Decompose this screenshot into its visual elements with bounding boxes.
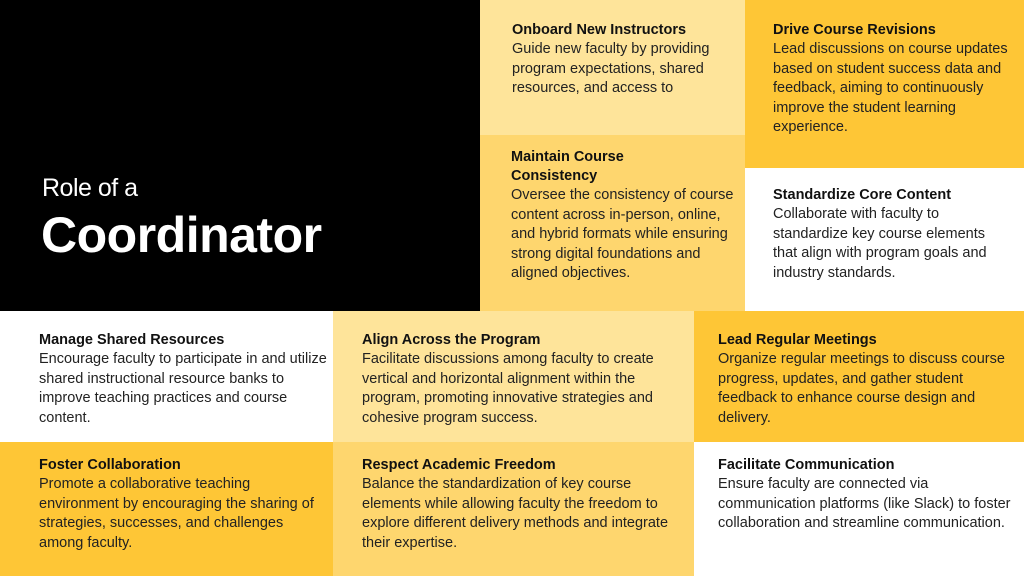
- card-foster-collaboration: [0, 442, 333, 576]
- card-body: Oversee the consistency of course content across in-person, online, and hybrid formats while ensuring strong digital foundations and aligned objectives.: [511, 187, 734, 281]
- card-body: Balance the standardization of key course elements while allowing faculty the freedom to explore different delivery methods and integrate their expertise.: [362, 476, 669, 551]
- card-facilitate-communication: [694, 442, 1024, 576]
- card-title: Foster Collaboration: [39, 457, 181, 473]
- hero-panel: [0, 0, 480, 311]
- card-title: Lead Regular Meetings: [718, 332, 877, 348]
- card-body: Facilitate discussions among faculty to create vertical and horizontal alignment within the program, promoting innovative strategies and cohesive program success.: [362, 351, 654, 426]
- card-title: Respect Academic Freedom: [362, 457, 556, 473]
- card-align-across-the-program: [333, 311, 694, 442]
- card-body: Organize regular meetings to discuss course progress, updates, and gather student feedback to enhance course design and delivery.: [718, 351, 1005, 426]
- card-body: Guide new faculty by providing program expectations, shared resources, and access to: [512, 41, 710, 96]
- card-respect-academic-freedom: [333, 442, 694, 576]
- card-body: Encourage faculty to participate in and utilize shared instructional resource banks to improve teaching practices and course content.: [39, 351, 327, 426]
- card-manage-shared-resources: [0, 311, 333, 442]
- card-body: Collaborate with faculty to standardize key course elements that align with program goals and industry standards.: [773, 206, 987, 281]
- card-title: Drive Course Revisions: [773, 22, 936, 38]
- card-title: Manage Shared Resources: [39, 332, 225, 348]
- card-body: Promote a collaborative teaching environment by encouraging the sharing of strategies, successes, and challenges among faculty.: [39, 476, 314, 551]
- card-standardize-core-content: [745, 168, 1024, 311]
- card-onboard-new-instructors: [480, 0, 745, 135]
- card-maintain-course-consistency: [480, 135, 745, 311]
- card-title: Maintain Course Consistency: [511, 149, 624, 184]
- card-title: Facilitate Communication: [718, 457, 895, 473]
- card-body: Ensure faculty are connected via communication platforms (like Slack) to foster collaboration and streamline communication.: [718, 476, 1011, 531]
- hero-subtitle: Role of a: [42, 174, 138, 202]
- card-title: Standardize Core Content: [773, 187, 952, 203]
- card-drive-course-revisions: [745, 0, 1024, 168]
- hero-title: Coordinator: [41, 207, 322, 263]
- card-title: Align Across the Program: [362, 332, 541, 348]
- card-title: Onboard New Instructors: [512, 22, 687, 38]
- card-lead-regular-meetings: [694, 311, 1024, 442]
- card-body: Lead discussions on course updates based on student success data and feedback, aiming to continuously improve the student learning experience.: [773, 41, 1008, 135]
